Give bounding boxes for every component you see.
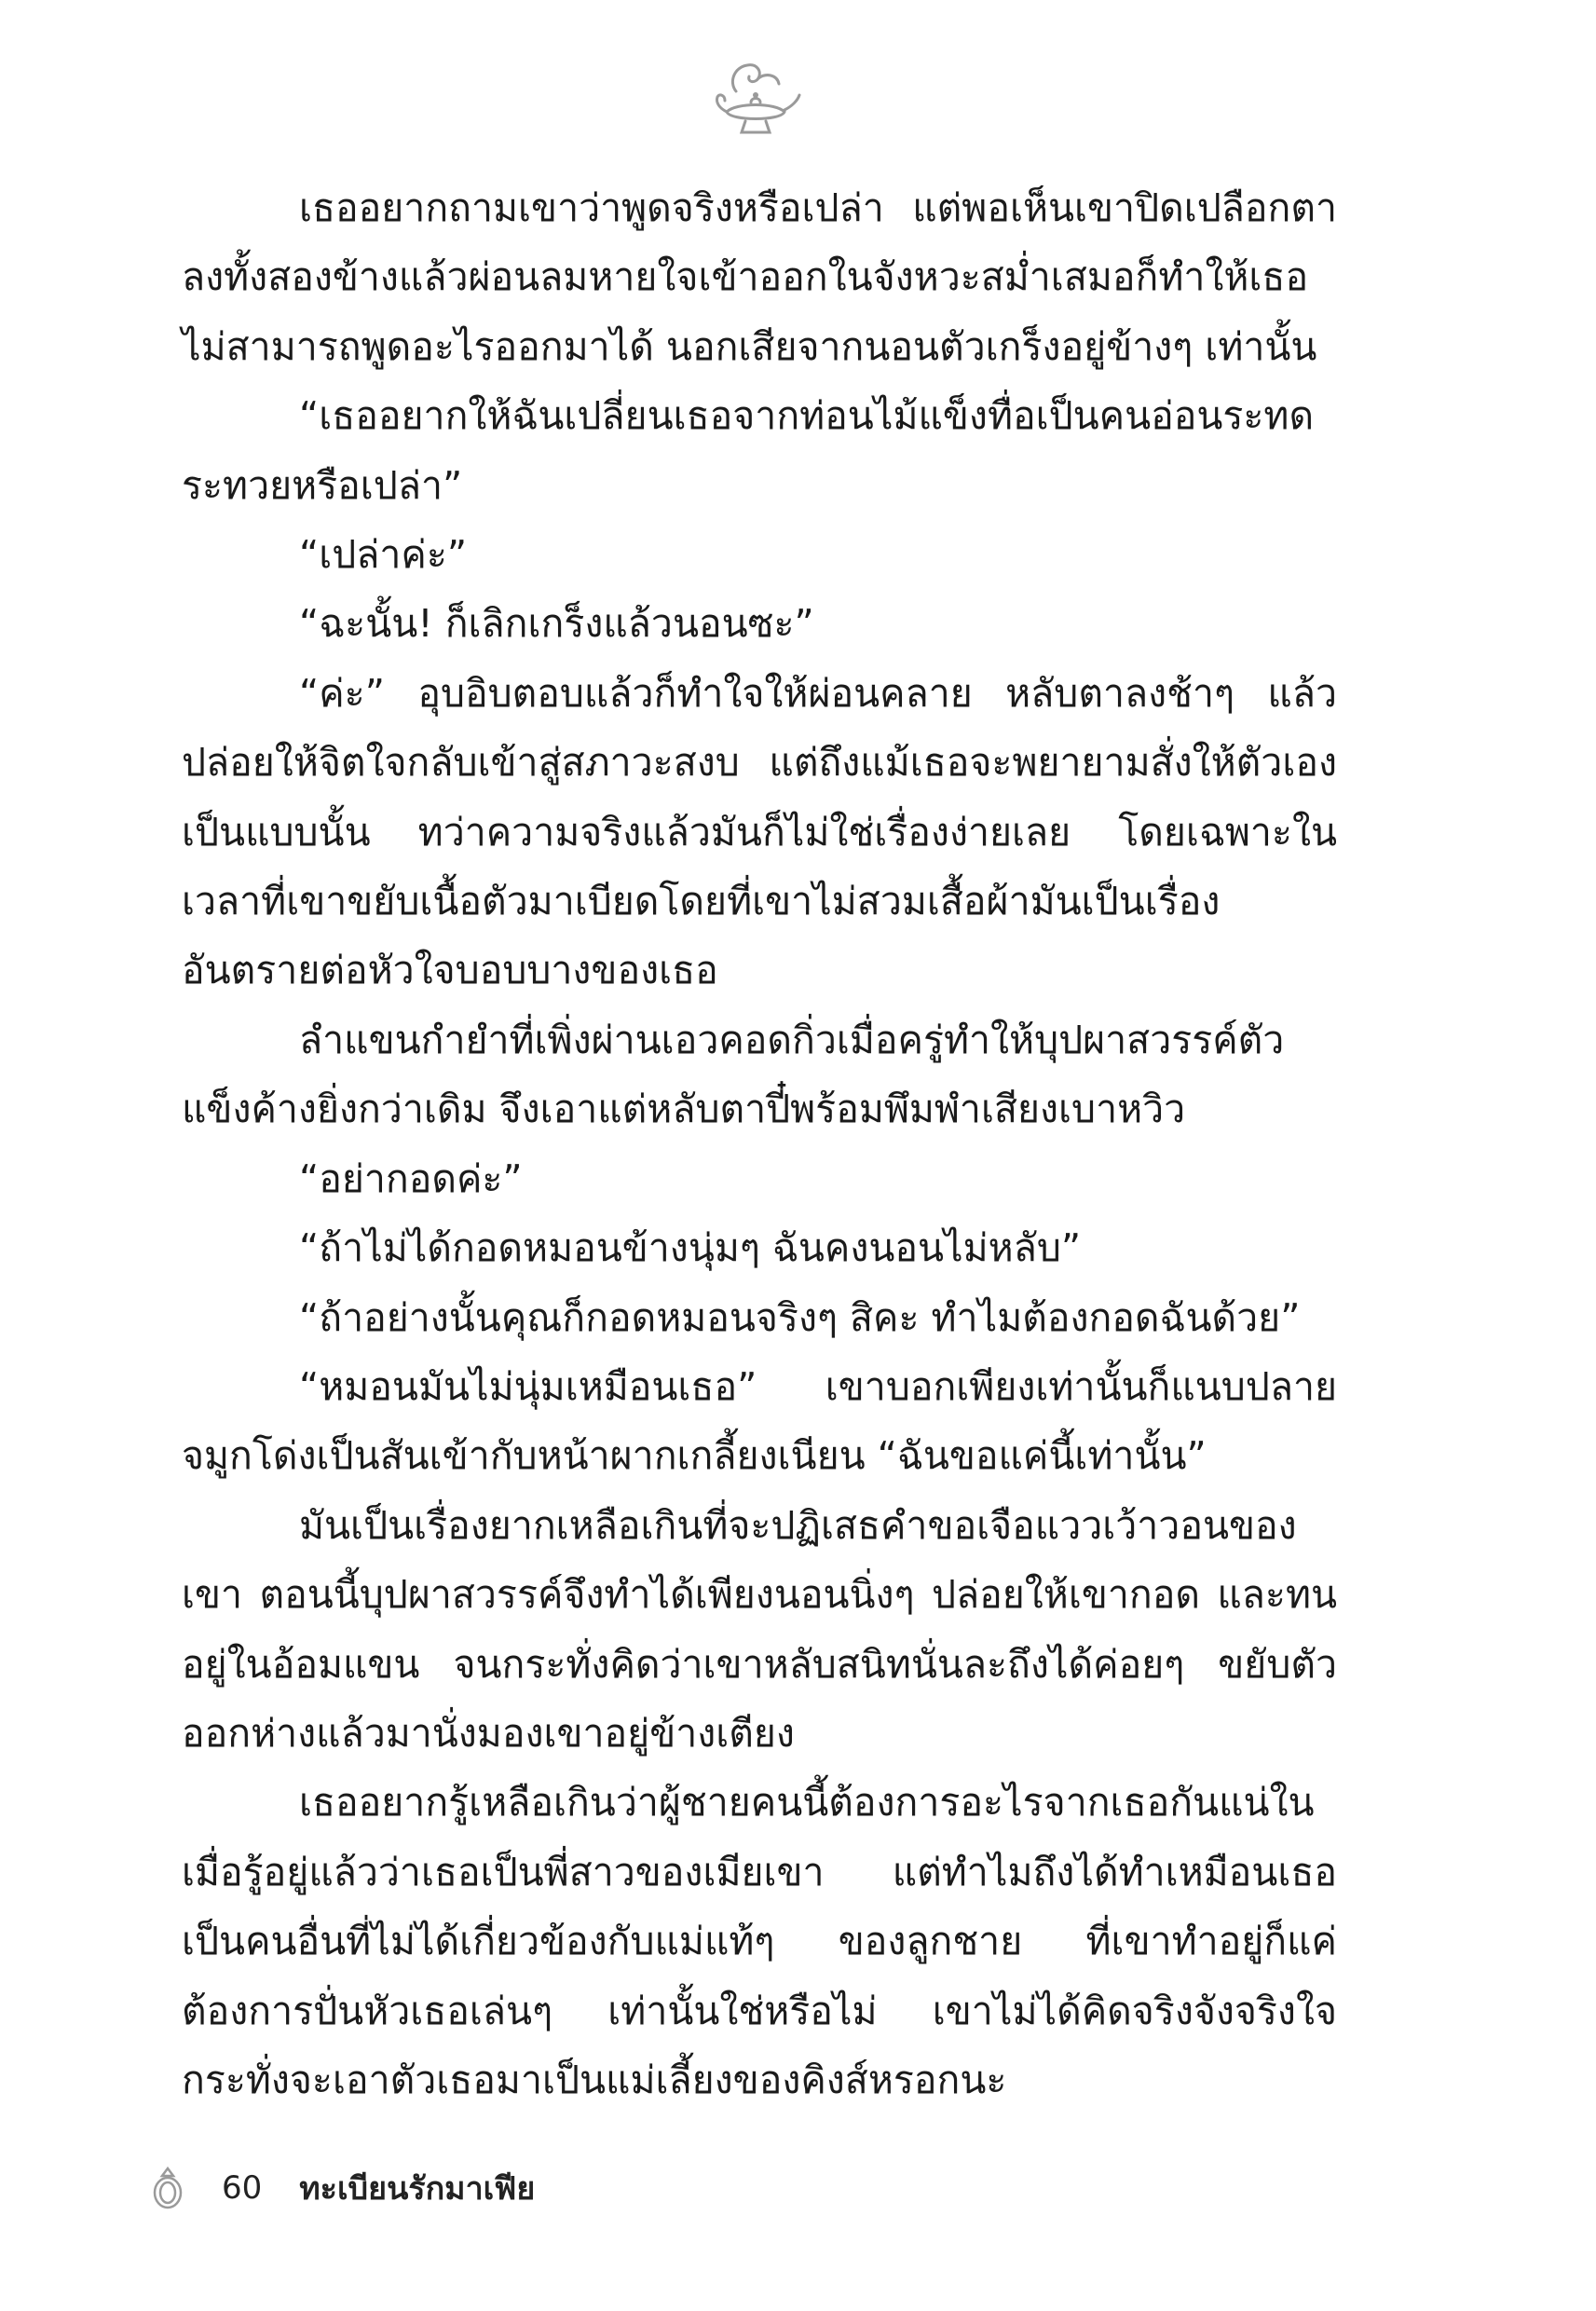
paragraph: “ถ้าอย่างนั้นคุณก็กอดหมอนจริงๆ สิคะ ทำไมต้องกอดฉันด้วย” — [299, 1294, 1301, 1340]
paragraph: “ฉะนั้น! ก็เลิกเกร็งแล้วนอนซะ” — [299, 601, 814, 647]
paragraph: “หมอนมันไม่นุ่มเหมือนเธอ” เขาบอกเพียงเท่านั้นก็แนบปลายจมูกโด่งเป็นสันเข้ากับหน้าผากเกลี้ยงเนียน “ฉันขอแค่นี้เท่านั้น” — [182, 1363, 1337, 1479]
page-number: 60 — [222, 2169, 263, 2207]
paragraph: “เปล่าค่ะ” — [299, 532, 468, 578]
paragraph: “ถ้าไม่ได้กอดหมอนข้างนุ่มๆ ฉันคงนอนไม่หลับ” — [299, 1225, 1082, 1271]
book-title: ทะเบียนรักมาเฟีย — [299, 2170, 536, 2208]
paragraph: มันเป็นเรื่องยากเหลือเกินที่จะปฏิเสธคำขอเจือแววเว้าวอนของเขา ตอนนี้บุปผาสวรรค์จึงทำได้เพียงนอนนิ่งๆ ปล่อยให้เขากอด และทนอยู่ในอ้อมแขน จนกระทั่งคิดว่าเขาหลับสนิทนั่นละถึงได้ค่อยๆ ขยับตัวออกห่างแล้วมานั่งมองเขาอยู่ข้างเตียง — [182, 1502, 1337, 1756]
ring-icon — [149, 2165, 186, 2211]
body-text — [182, 173, 1337, 2114]
paragraph: “ค่ะ” อุบอิบตอบแล้วก็ทำใจให้ผ่อนคลาย หลับตาลงช้าๆ แล้วปล่อยให้จิตใจกลับเข้าสู่สภาวะสงบ แต่ถึงแม้เธอจะพยายามสั่งให้ตัวเองเป็นแบบนั้น ทว่าความจริงแล้วมันก็ไม่ใช่เรื่องง่ายเลย โดยเฉพาะในเวลาที่เขาขยับเนื้อตัวมาเบียดโดยที่เขาไม่สวมเสื้อผ้ามันเป็นเรื่องอันตรายต่อหัวใจบอบบางของเธอ — [182, 670, 1337, 993]
page-footer — [149, 2160, 535, 2216]
paragraph: “เธออยากให้ฉันเปลี่ยนเธอจากท่อนไม้แข็งทื่อเป็นคนอ่อนระทดระทวยหรือเปล่า” — [182, 393, 1315, 508]
paragraph: “อย่ากอดค่ะ” — [299, 1156, 523, 1201]
paragraph: เธออยากถามเขาว่าพูดจริงหรือเปล่า แต่พอเห็นเขาปิดเปลือกตาลงทั้งสองข้างแล้วผ่อนลมหายใจเข้าออกในจังหวะสม่ำเสมอก็ทำให้เธอไม่สามารถพูดอะไรออกมาได้ นอกเสียจากนอนตัวเกร็งอยู่ข้างๆ เท่านั้น — [182, 185, 1337, 369]
paragraph: ลำแขนกำยำที่เพิ่งผ่านเอวคอดกิ่วเมื่อครู่ทำให้บุปผาสวรรค์ตัวแข็งค้างยิ่งกว่าเดิม จึงเอาแต่หลับตาปี๋พร้อมพึมพำเสียงเบาหวิว — [182, 1017, 1285, 1132]
genie-lamp-icon — [708, 54, 801, 147]
paragraph: เธออยากรู้เหลือเกินว่าผู้ชายคนนี้ต้องการอะไรจากเธอกันแน่ในเมื่อรู้อยู่แล้วว่าเธอเป็นพี่สาวของเมียเขา แต่ทำไมถึงได้ทำเหมือนเธอเป็นคนอื่นที่ไม่ได้เกี่ยวข้องกับแม่แท้ๆ ของลูกชาย ที่เขาทำอยู่ก็แค่ต้องการปั่นหัวเธอเล่นๆ เท่านั้นใช่หรือไม่ เขาไม่ได้คิดจริงจังจริงใจกระทั่งจะเอาตัวเธอมาเป็นแม่เลี้ยงของคิงส์หรอกนะ — [182, 1780, 1337, 2102]
